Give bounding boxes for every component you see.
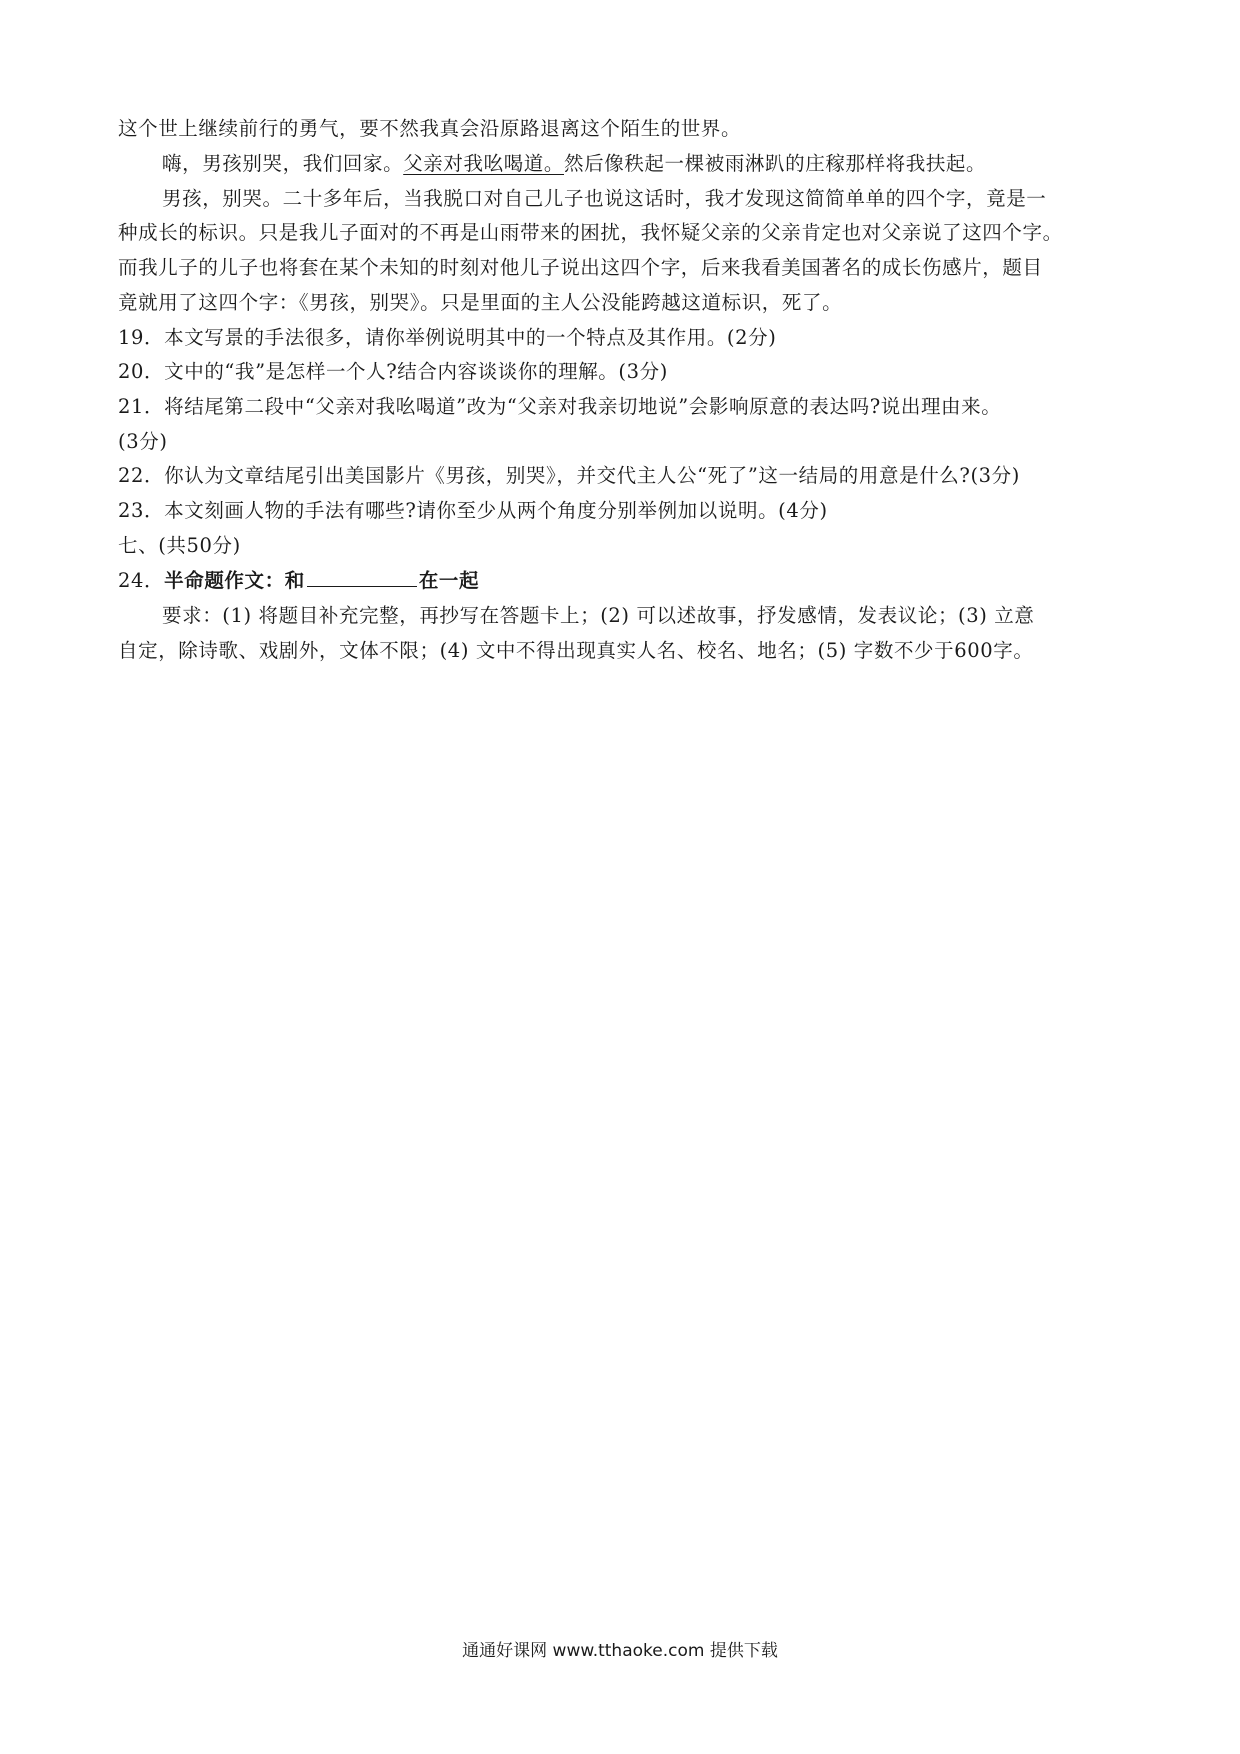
section-heading: 七、(共50分) — [118, 534, 241, 557]
passage-line-2-a: 嗨，男孩别哭，我们回家。 — [162, 152, 404, 175]
passage-line-5: 而我儿子的儿子也将套在某个未知的时刻对他儿子说出这四个字，后来我看美国著名的成长伤感片，题目 — [118, 256, 1043, 279]
requirements-line-2: 自定，除诗歌、戏剧外，文体不限；(4) 文中不得出现真实人名、校名、地名；(5) 字数不少于600字。 — [118, 639, 1034, 662]
question-21: 21．将结尾第二段中“父亲对我吆喝道”改为“父亲对我亲切地说”会影响原意的表达吗?说出理由来。 — [118, 395, 1002, 418]
passage-line-3: 男孩，别哭。二十多年后，当我脱口对自己儿子也说这话时，我才发现这简简单单的四个字，竟是一 — [162, 187, 1047, 210]
passage-line-1: 这个世上继续前行的勇气，要不然我真会沿原路退离这个陌生的世界。 — [118, 117, 742, 140]
footer-credit: 通通好课网 www.tthaoke.com 提供下载 — [462, 1641, 778, 1661]
question-21-points: (3分) — [118, 430, 168, 453]
passage-line-6: 竟就用了这四个字：《男孩，别哭》。只是里面的主人公没能跨越这道标识，死了。 — [118, 291, 843, 314]
question-19: 19．本文写景的手法很多，请你举例说明其中的一个特点及其作用。(2分) — [118, 326, 777, 349]
question-20: 20．文中的“我”是怎样一个人?结合内容谈谈你的理解。(3分) — [118, 360, 668, 383]
underlined-quote: 父亲对我吆喝道。 — [403, 152, 565, 175]
title-blank — [307, 568, 417, 587]
question-24-number: 24． — [118, 569, 165, 592]
requirements-line-1: 要求：(1) 将题目补充完整，再抄写在答题卡上；(2) 可以述故事，抒发感情，发表议论；(3) 立意 — [162, 604, 1035, 627]
passage-line-4: 种成长的标识。只是我儿子面对的不再是山雨带来的困扰，我怀疑父亲的父亲肯定也对父亲说了这四个字。 — [118, 221, 1063, 244]
question-24-title-b: 在一起 — [418, 569, 480, 592]
passage-line-2 — [162, 151, 1128, 177]
question-23: 23．本文刻画人物的手法有哪些?请你至少从两个角度分别举例加以说明。(4分) — [118, 499, 828, 522]
question-22: 22．你认为文章结尾引出美国影片《男孩，别哭》，并交代主人公“死了”这一结局的用意是什么?(3分) — [118, 464, 1020, 487]
question-24 — [118, 568, 1128, 594]
passage-line-2-c: 然后像秩起一棵被雨淋趴的庄稼那样将我扶起。 — [564, 152, 987, 175]
question-24-title-a: 半命题作文：和 — [164, 569, 305, 592]
